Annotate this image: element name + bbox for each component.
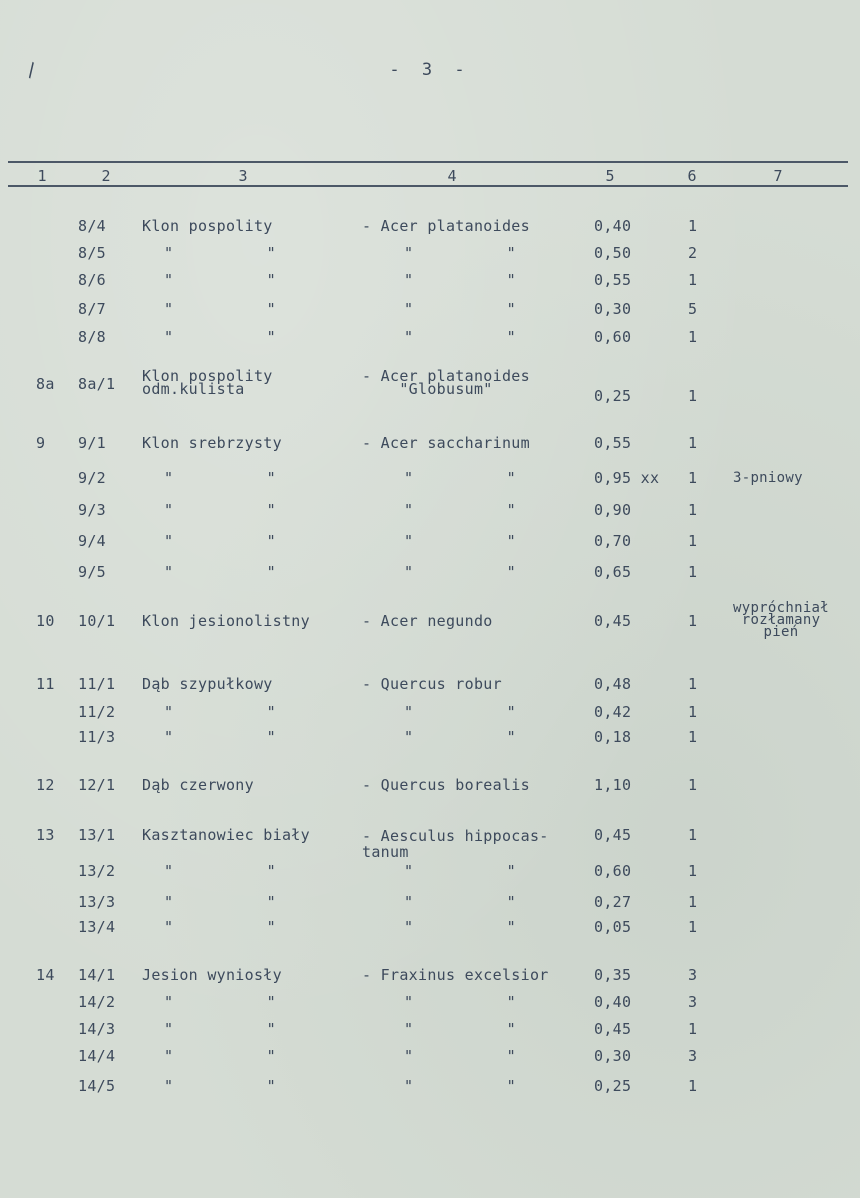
- cell-name-lat: " ": [404, 893, 516, 911]
- cell-name-pl: Kasztanowiec biały: [142, 826, 310, 844]
- cell-count: 1: [688, 563, 698, 581]
- cell-id: 11/1: [78, 675, 116, 693]
- cell-id: 9/2: [78, 469, 106, 487]
- cell-id: 13/4: [78, 918, 116, 936]
- cell-name-lat: " ": [404, 300, 516, 318]
- cell-name-pl: " ": [164, 328, 276, 346]
- cell-name-lat: - Acer negundo: [362, 612, 493, 630]
- stray-mark: \: [20, 58, 43, 83]
- cell-count: 1: [688, 217, 698, 235]
- cell-count: 1: [688, 501, 698, 519]
- cell-diameter: 0,70: [594, 532, 632, 550]
- cell-diameter: 0,30: [594, 1047, 632, 1065]
- cell-note: wypróchniał rozłamany pień: [733, 600, 830, 640]
- cell-name-pl: " ": [164, 703, 276, 721]
- cell-name-lat: - Aesculus hippocas- tanum: [362, 827, 549, 861]
- cell-count: 2: [688, 244, 698, 262]
- cell-group: 13: [36, 826, 55, 844]
- cell-diameter: 0,30: [594, 300, 632, 318]
- cell-group: 14: [36, 966, 55, 984]
- cell-count: 3: [688, 1047, 698, 1065]
- cell-name-lat: " ": [404, 1077, 516, 1095]
- column-header-2: 2: [101, 167, 111, 185]
- cell-name-pl: " ": [164, 271, 276, 289]
- cell-diameter: 0,45: [594, 612, 632, 630]
- cell-diameter: 0,45: [594, 826, 632, 844]
- cell-count: 1: [688, 918, 698, 936]
- cell-name-lat: " ": [404, 532, 516, 550]
- cell-id: 13/1: [78, 826, 116, 844]
- cell-name-pl: " ": [164, 918, 276, 936]
- cell-count: 1: [688, 1020, 698, 1038]
- cell-note: 3-pniowy: [733, 470, 803, 486]
- cell-diameter: 0,50: [594, 244, 632, 262]
- cell-diameter: 0,05: [594, 918, 632, 936]
- cell-diameter: 0,35: [594, 966, 632, 984]
- cell-name-lat: " ": [404, 469, 516, 487]
- cell-id: 9/4: [78, 532, 106, 550]
- cell-count: 5: [688, 300, 698, 318]
- cell-name-lat: - Fraxinus excelsior: [362, 966, 549, 984]
- cell-id: 14/5: [78, 1077, 116, 1095]
- cell-name-pl: " ": [164, 244, 276, 262]
- cell-id: 8/8: [78, 328, 106, 346]
- cell-name-lat: " ": [404, 1020, 516, 1038]
- cell-count: 1: [688, 532, 698, 550]
- cell-count: 1: [688, 328, 698, 346]
- cell-id: 12/1: [78, 776, 116, 794]
- column-header-3: 3: [238, 167, 248, 185]
- cell-diameter: 0,65: [594, 563, 632, 581]
- page-number: - 3 -: [389, 60, 471, 80]
- cell-name-pl: " ": [164, 893, 276, 911]
- cell-count: 1: [688, 612, 698, 630]
- cell-name-pl: Klon srebrzysty: [142, 434, 282, 452]
- cell-diameter: 0,40: [594, 217, 632, 235]
- cell-name-lat: " ": [404, 244, 516, 262]
- cell-count: 1: [688, 893, 698, 911]
- cell-id: 8/4: [78, 217, 106, 235]
- cell-name-lat: " ": [404, 728, 516, 746]
- cell-name-lat: " ": [404, 328, 516, 346]
- cell-count: 1: [688, 728, 698, 746]
- cell-count: 1: [688, 703, 698, 721]
- cell-count: 3: [688, 993, 698, 1011]
- cell-name-pl: " ": [164, 501, 276, 519]
- cell-diameter: 0,27: [594, 893, 632, 911]
- cell-group: 11: [36, 675, 55, 693]
- table-header-bottom-rule: [8, 185, 848, 187]
- cell-diameter: 0,95 xx: [594, 469, 660, 487]
- cell-group: 8a: [36, 375, 55, 393]
- cell-name-pl: " ": [164, 1020, 276, 1038]
- cell-name-lat: " ": [404, 703, 516, 721]
- cell-diameter: 0,25: [594, 387, 632, 405]
- column-header-6: 6: [687, 167, 697, 185]
- cell-name-lat: - Quercus robur: [362, 675, 502, 693]
- cell-name-pl: " ": [164, 300, 276, 318]
- cell-diameter: 0,55: [594, 271, 632, 289]
- cell-count: 1: [688, 776, 698, 794]
- cell-diameter: 0,60: [594, 328, 632, 346]
- cell-name-pl: " ": [164, 993, 276, 1011]
- column-header-5: 5: [605, 167, 615, 185]
- cell-id: 14/2: [78, 993, 116, 1011]
- cell-name-pl: " ": [164, 532, 276, 550]
- cell-id: 8/7: [78, 300, 106, 318]
- cell-diameter: 0,90: [594, 501, 632, 519]
- cell-name-lat: - Acer saccharinum: [362, 434, 530, 452]
- cell-group: 10: [36, 612, 55, 630]
- cell-count: 1: [688, 271, 698, 289]
- cell-name-lat: " ": [404, 918, 516, 936]
- cell-id: 11/2: [78, 703, 116, 721]
- cell-diameter: 1,10: [594, 776, 632, 794]
- cell-count: 1: [688, 826, 698, 844]
- cell-name-lat: " ": [404, 501, 516, 519]
- cell-id: 11/3: [78, 728, 116, 746]
- cell-count: 1: [688, 434, 698, 452]
- cell-name-pl: Klon pospolity odm.kulista: [142, 367, 273, 398]
- cell-id: 9/1: [78, 434, 106, 452]
- cell-id: 14/3: [78, 1020, 116, 1038]
- cell-id: 14/4: [78, 1047, 116, 1065]
- cell-count: 1: [688, 469, 698, 487]
- cell-count: 1: [688, 1077, 698, 1095]
- cell-id: 13/3: [78, 893, 116, 911]
- column-header-7: 7: [773, 167, 783, 185]
- cell-name-pl: Klon jesionolistny: [142, 612, 310, 630]
- cell-id: 10/1: [78, 612, 116, 630]
- cell-diameter: 0,60: [594, 862, 632, 880]
- cell-id: 8/6: [78, 271, 106, 289]
- cell-name-pl: " ": [164, 728, 276, 746]
- column-header-4: 4: [447, 167, 457, 185]
- cell-name-pl: Jesion wyniosły: [142, 966, 282, 984]
- cell-name-pl: " ": [164, 1077, 276, 1095]
- cell-name-lat: " ": [404, 271, 516, 289]
- cell-id: 13/2: [78, 862, 116, 880]
- cell-name-pl: Dąb czerwony: [142, 776, 254, 794]
- cell-count: 1: [688, 387, 698, 405]
- cell-name-lat: - Acer platanoides "Globusum": [362, 367, 530, 398]
- cell-diameter: 0,25: [594, 1077, 632, 1095]
- cell-id: 9/3: [78, 501, 106, 519]
- cell-id: 8/5: [78, 244, 106, 262]
- cell-diameter: 0,18: [594, 728, 632, 746]
- cell-name-lat: " ": [404, 862, 516, 880]
- cell-name-pl: " ": [164, 563, 276, 581]
- cell-id: 14/1: [78, 966, 116, 984]
- cell-name-lat: - Quercus borealis: [362, 776, 530, 794]
- cell-count: 3: [688, 966, 698, 984]
- cell-diameter: 0,40: [594, 993, 632, 1011]
- cell-name-pl: " ": [164, 469, 276, 487]
- cell-name-pl: Klon pospolity: [142, 217, 273, 235]
- cell-name-lat: " ": [404, 1047, 516, 1065]
- cell-id: 8a/1: [78, 375, 116, 393]
- cell-group: 12: [36, 776, 55, 794]
- cell-name-pl: " ": [164, 1047, 276, 1065]
- cell-group: 9: [36, 434, 46, 452]
- column-header-1: 1: [37, 167, 47, 185]
- cell-diameter: 0,55: [594, 434, 632, 452]
- cell-count: 1: [688, 675, 698, 693]
- cell-name-lat: " ": [404, 563, 516, 581]
- cell-id: 9/5: [78, 563, 106, 581]
- cell-name-pl: Dąb szypułkowy: [142, 675, 273, 693]
- cell-name-lat: - Acer platanoides: [362, 217, 530, 235]
- cell-name-lat: " ": [404, 993, 516, 1011]
- cell-diameter: 0,42: [594, 703, 632, 721]
- cell-name-pl: " ": [164, 862, 276, 880]
- table-header-top-rule: [8, 161, 848, 163]
- cell-count: 1: [688, 862, 698, 880]
- cell-diameter: 0,48: [594, 675, 632, 693]
- cell-diameter: 0,45: [594, 1020, 632, 1038]
